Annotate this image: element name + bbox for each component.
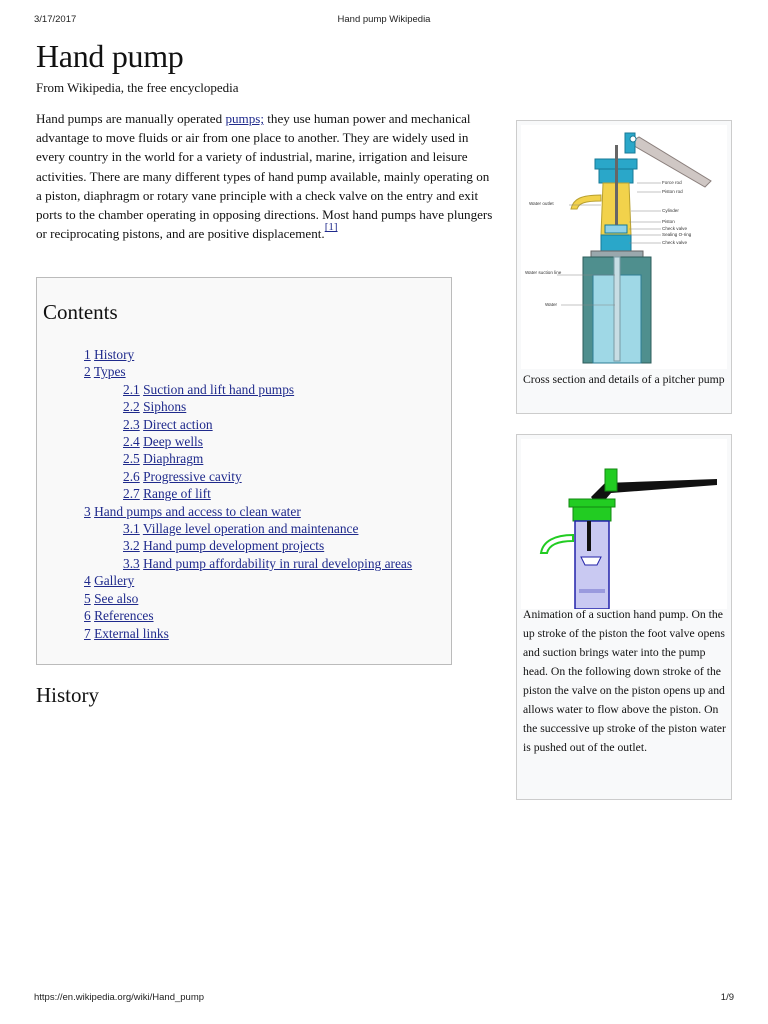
- toc-item-number[interactable]: 3: [84, 503, 91, 519]
- toc-item-number[interactable]: 7: [84, 625, 91, 641]
- toc-item-label[interactable]: Direct action: [143, 416, 213, 432]
- toc-item-number[interactable]: 2.7: [123, 486, 140, 502]
- print-url: https://en.wikipedia.org/wiki/Hand_pump: [34, 992, 205, 1003]
- toc-item[interactable]: [84, 555, 412, 572]
- label-sealing-ring: Sealing O-ring: [662, 232, 692, 237]
- label-water-outlet: Water outlet: [529, 201, 554, 206]
- figure-suction-pump-animation: [516, 434, 732, 800]
- toc-item[interactable]: [84, 450, 412, 467]
- label-cylinder: Cylinder: [662, 208, 679, 213]
- pumps-link[interactable]: pumps;: [225, 111, 264, 126]
- toc-item-label[interactable]: External links: [94, 625, 169, 641]
- toc-item-label[interactable]: Suction and lift hand pumps: [143, 381, 295, 397]
- toc-item-label[interactable]: Hand pump affordability in rural developing areas: [143, 555, 413, 571]
- toc-item-label[interactable]: Diaphragm: [143, 451, 204, 467]
- label-check-valve-1: Check valve: [662, 226, 688, 231]
- lead-text-start: Hand pumps are manually operated: [36, 111, 226, 126]
- toc-item-number[interactable]: 2.6: [123, 468, 140, 484]
- reference-1-link[interactable]: [1]: [324, 221, 338, 234]
- toc-item-label[interactable]: Types: [93, 364, 126, 380]
- toc-item[interactable]: [84, 503, 412, 520]
- toc-item[interactable]: [84, 572, 412, 589]
- toc-item[interactable]: [84, 346, 412, 363]
- pitcher-pump-diagram[interactable]: [521, 125, 727, 369]
- toc-item[interactable]: [84, 625, 412, 642]
- toc-item-number[interactable]: 6: [84, 608, 91, 624]
- toc-item[interactable]: [84, 381, 412, 398]
- toc-item-number[interactable]: 2.1: [123, 381, 140, 397]
- toc-item[interactable]: [84, 520, 412, 537]
- lead-text-rest: they use human power and mechanical advantage to move fluids or air from one place to another. They are widely used in every country in the world for a variety of industrial, marine, irrigation and leisure activities. There are many different types of hand pump available, mainly operating on a piston, diaphragm or rotary vane principle with a check valve on the entry and exit ports to the chamber operating in opposing directions. Most hand pumps have plungers or reciprocating pistons, and are positive displacement.: [36, 111, 493, 242]
- toc-item-label[interactable]: Hand pumps and access to clean water: [94, 503, 301, 519]
- label-piston-rod: Piston rod: [662, 189, 683, 194]
- toc-item[interactable]: [84, 537, 412, 554]
- label-force-rod: Force rod: [662, 180, 682, 185]
- toc-item[interactable]: [84, 433, 412, 450]
- toc-item-label[interactable]: History: [94, 347, 135, 362]
- toc-heading: Contents: [43, 300, 118, 324]
- figure1-caption: Cross section and details of a pitcher pump: [523, 373, 725, 386]
- lead-paragraph: [36, 109, 498, 243]
- figure2-caption: Animation of a suction hand pump. On the up stroke of the piston the foot valve opens and suction brings water into the pump head. On the following down stroke of the piston the valve on the piston opens up and allows water to flow above the piston. On the successive up stroke of the piston water is pushed out of the outlet.: [523, 608, 726, 754]
- toc-item-number[interactable]: 3.3: [123, 555, 140, 571]
- print-date: 3/17/2017: [34, 14, 77, 25]
- toc-item[interactable]: [84, 363, 412, 380]
- print-title: Hand pump Wikipedia: [337, 14, 431, 25]
- toc-item-number[interactable]: 3.1: [123, 521, 140, 537]
- toc-item[interactable]: [84, 485, 412, 502]
- figure-pitcher-pump: [516, 120, 732, 414]
- table-of-contents: [36, 277, 452, 665]
- history-heading: History: [36, 683, 99, 707]
- toc-item-number[interactable]: 5: [84, 590, 91, 606]
- toc-item-label[interactable]: Siphons: [143, 399, 187, 415]
- print-page-number: 1/9: [720, 992, 734, 1003]
- toc-item-label[interactable]: Progressive cavity: [143, 468, 242, 484]
- tagline: From Wikipedia, the free encyclopedia: [36, 80, 239, 95]
- page-title: Hand pump: [36, 38, 184, 74]
- toc-item-number[interactable]: 1: [84, 347, 91, 362]
- toc-item-number[interactable]: 2.3: [123, 416, 140, 432]
- label-check-valve-2: Check valve: [662, 240, 688, 245]
- toc-item[interactable]: [84, 468, 412, 485]
- toc-item-label[interactable]: See also: [94, 590, 139, 606]
- toc-item-label[interactable]: Range of lift: [143, 486, 211, 502]
- toc-item-number[interactable]: 2: [84, 364, 91, 380]
- label-suction-line: Water suction line: [525, 270, 562, 275]
- toc-item-label[interactable]: Village level operation and maintenance: [142, 521, 359, 537]
- label-piston: Piston: [662, 219, 675, 224]
- toc-item-label[interactable]: Hand pump development projects: [143, 538, 325, 554]
- label-water: Water: [545, 302, 558, 307]
- toc-item[interactable]: [84, 590, 412, 607]
- toc-item-label[interactable]: Gallery: [94, 573, 135, 589]
- toc-item-number[interactable]: 2.2: [123, 399, 140, 415]
- toc-item-number[interactable]: 4: [84, 573, 91, 589]
- toc-item-label[interactable]: References: [94, 608, 154, 624]
- toc-item-number[interactable]: 2.5: [123, 451, 140, 467]
- toc-item[interactable]: [84, 607, 412, 624]
- toc-item-number[interactable]: 2.4: [123, 434, 140, 450]
- suction-pump-animation[interactable]: [521, 439, 727, 609]
- toc-item[interactable]: [84, 398, 412, 415]
- toc-list: [84, 346, 412, 642]
- toc-item-label[interactable]: Deep wells: [143, 434, 203, 450]
- toc-item-number[interactable]: 3.2: [123, 538, 140, 554]
- toc-item[interactable]: [84, 416, 412, 433]
